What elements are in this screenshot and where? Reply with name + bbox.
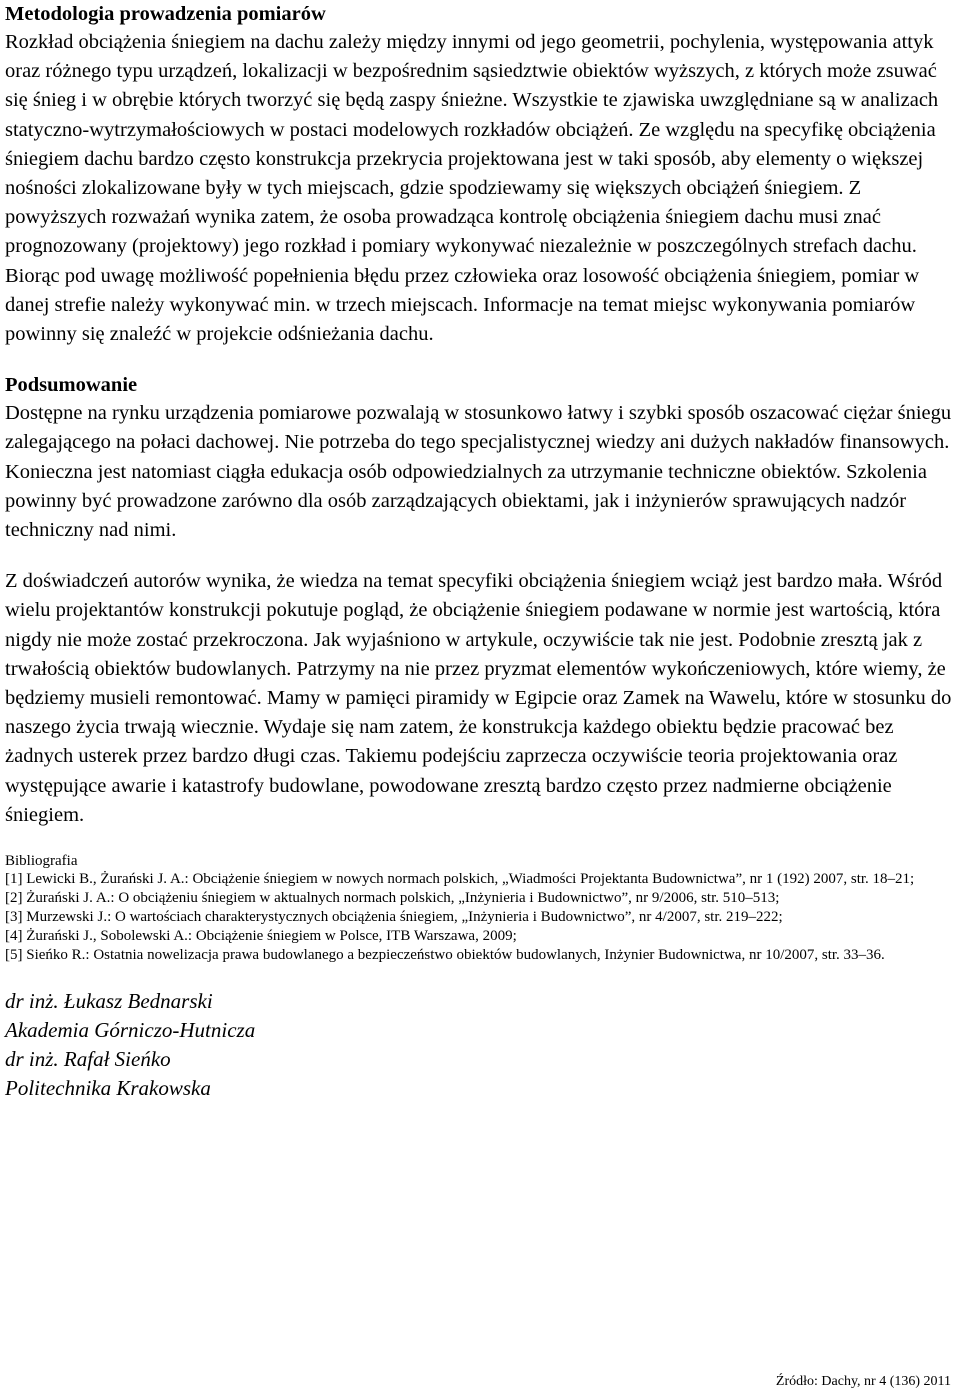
- paragraph-methodology: Rozkład obciążenia śniegiem na dachu zależy między innymi od jego geometrii, pochylenia, występowania attyk oraz różnego typu urządzeń, lokalizacji w bezpośrednim sąsiedztwie obiektów wyższych, z których może zsuwać się śnieg i w obrębie których tworzyć się będą zaspy śnieżne. Wszystkie te zjawiska uwzględniane są w analizach statyczno-wytrzymałościowych w postaci modelowych rozkładów obciążeń. Ze względu na specyfikę obciążenia śniegiem dachu bardzo często konstrukcja przekrycia projektowana jest w taki sposób, aby elementy o większej nośności zlokalizowane były w tych miejscach, gdzie spodziewamy się większych obciążeń śniegiem. Z powyższych rozważań wynika zatem, że osoba prowadząca kontrolę obciążenia śniegiem dachu musi znać prognozowany (projektowy) jego rozkład i pomiary wykonywać niezależnie w poszczególnych strefach dachu. Biorąc pod uwagę możliwość popełnienia błędu przez człowieka oraz losowość obciążenia śniegiem, pomiar w danej strefie należy wykonywać min. w trzech miejscach. Informacje na temat miejsc wykonywania pomiarów powinny się znaleźć w projekcie odśnieżania dachu.: [5, 31, 939, 346]
- document-page: [5, 0, 955, 1103]
- author-affiliation: Akademia Górniczo-Hutnicza: [5, 1018, 256, 1043]
- section-heading-methodology: Metodologia prowadzenia pomiarów: [5, 3, 326, 25]
- bibliography-item: [2] Żurański J. A.: O obciążeniu śniegiem w aktualnych normach polskich, „Inżynieria i Budownictwo”, nr 9/2006, str. 510–513;: [5, 890, 780, 907]
- section-heading-summary: Podsumowanie: [5, 374, 138, 397]
- spacer: [5, 349, 955, 371]
- author-name: dr inż. Łukasz Bednarski: [5, 989, 213, 1014]
- bibliography: [5, 852, 955, 965]
- spacer: [5, 830, 955, 852]
- source-note: Źródło: Dachy, nr 4 (136) 2011: [775, 1374, 951, 1389]
- spacer: [5, 965, 955, 987]
- bibliography-item: [5] Sieńko R.: Ostatnia nowelizacja prawa budowlanego a bezpieczeństwo obiektów budowlanych, Inżynier Budownictwa, nr 10/2007, str. 33–36.: [5, 947, 885, 964]
- author-name: dr inż. Rafał Sieńko: [5, 1047, 171, 1072]
- bibliography-item: [1] Lewicki B., Żurański J. A.: Obciążenie śniegiem w nowych normach polskich, „Wiadmości Projektanta Budownictwa”, nr 1 (192) 2007, str. 18–21;: [5, 871, 915, 888]
- author-affiliation: Politechnika Krakowska: [5, 1076, 211, 1101]
- bibliography-item: [4] Żurański J., Sobolewski A.: Obciążenie śniegiem w Polsce, ITB Warszawa, 2009;: [5, 928, 517, 945]
- paragraph-summary: Dostępne na rynku urządzenia pomiarowe pozwalają w stosunkowo łatwy i szybki sposób oszacować ciężar śniegu zalegającego na połaci dachowej. Nie potrzeba do tego specjalistycznej wiedzy ani dużych nakładów finansowych. Konieczna jest natomiast ciągła edukacja osób odpowiedzialnych za utrzymanie techniczne obiektów. Szkolenia powinny być prowadzone zarówno dla osób zarządzających obiektami, jak i inżynierów sprawujących nadzór techniczny nad nimi.: [5, 402, 952, 542]
- bibliography-title: Bibliografia: [5, 853, 78, 870]
- spacer: [5, 545, 955, 567]
- bibliography-item: [3] Murzewski J.: O wartościach charakterystycznych obciążenia śniegiem, „Inżynieria i Budownictwo”, nr 4/2007, str. 219–222;: [5, 909, 783, 926]
- author-block: [5, 987, 955, 1103]
- paragraph-conclusion: Z doświadczeń autorów wynika, że wiedza na temat specyfiki obciążenia śniegiem wciąż jest bardzo mała. Wśród wielu projektantów konstrukcji pokutuje pogląd, że obciążenie śniegiem podawane w normie jest wartością, która nigdy nie może zostać przekroczona. Jak wyjaśniono w artykule, oczywiście tak nie jest. Podobnie zresztą jak z trwałością obiektów budowlanych. Patrzymy na nie przez pryzmat elementów wykończeniowych, które wiemy, że będziemy musieli remontować. Mamy w pamięci piramidy w Egipcie oraz Zamek na Wawelu, które w stosunku do naszego życia trwają wiecznie. Wydaje się nam zatem, że konstrukcja każdego obiektu będzie pracować bez żadnych usterek przez bardzo długi czas. Takiemu podejściu zaprzecza oczywiście teoria projektowania oraz występujące awarie i katastrofy budowlane, powodowane zresztą bardzo często przez nadmierne obciążenie śniegiem.: [5, 570, 952, 826]
